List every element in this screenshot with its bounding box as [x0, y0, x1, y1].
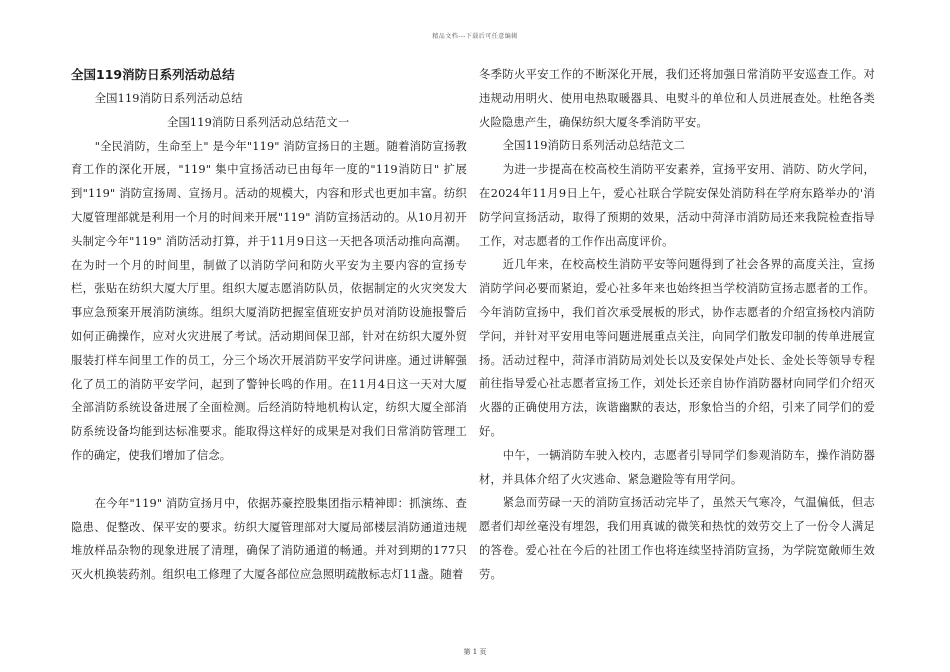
left-column	[71, 63, 467, 587]
page-number: 第 1 页	[463, 648, 487, 656]
section-title-1: 全国119消防日系列活动总结范文一	[167, 115, 350, 129]
paragraph: 中午，一辆消防车驶入校内，志愿者引导同学们参观消防车，操作消防器材，并具体介绍了火灾逃命、紧急避险等有用学问。	[479, 448, 875, 486]
paragraph: 近几年来，在校高校生消防平安等问题得到了社会各界的高度关注，宣扬消防学问必要而紧迫，爱心社多年来也始终担当学校消防宣扬志愿者的工作。今年消防宣扬中，我们首次承受展板的形式，协作志愿者的介绍宣扬校内消防学问，并针对平安用电等问题进展重点关注，向同学们散发印制的传单进展宣扬。活动过程中，菏泽市消防局刘处长以及安保处卢处长、金处长等领导专程前往指导爱心社志愿者宣扬工作，刘处长还亲自协作消防器材向同学们介绍灭火器的正确使用方法，诙谐幽默的表达，形象恰当的介绍，引来了同学们的爱好。	[479, 258, 875, 438]
section-title-2: 全国119消防日系列活动总结范文二	[502, 139, 685, 153]
paragraph: 为进一步提高在校高校生消防平安素养，宣扬平安用、消防、防火学问，在2024年11月9日上午，爱心社联合学院安保处消防科在学府东路举办的'消防学问宣扬活动，取得了预期的效果，活动中菏泽市消防局还来我院检查指导工作，对志愿者的工作作出高度评价。	[479, 163, 875, 248]
paragraph: 冬季防火平安工作的不断深化开展，我们还将加强日常消防平安巡查工作。对违规动用明火、使用电热取暖器具、电熨斗的单位和人员进展查处。杜绝各类火险隐患产生，确保纺织大厦冬季消防平安。	[479, 68, 875, 129]
right-column	[479, 63, 875, 587]
paragraph: 紧急而劳碌一天的消防宣扬活动完毕了，虽然天气寒冷，气温偏低，但志愿者们却丝毫没有埋怨，我们用真诚的微笑和热忱的效劳交上了一份令人满足的答卷。爱心社在今后的社团工作也将连续坚持消防宣扬，为学院宽敞师生效劳。	[479, 496, 875, 581]
paragraph: 在今年"119" 消防宣扬月中，依据苏豪控股集团指示精神即：抓演练、查隐患、促整改、保平安的要求。纺织大厦管理部对大厦局部楼层消防通道违规堆放样品杂物的现象进展了清理，确保了消防通道的畅通。并对到期的177只灭火机换装药剂。组织电工修理了大厦各部位应急照明疏散标志灯11盏。随着	[71, 496, 467, 582]
paragraph-gap	[71, 468, 467, 492]
document-subtitle: 全国119消防日系列活动总结	[94, 92, 243, 105]
header-note: 精品文档---下载后可任意编辑	[432, 33, 518, 40]
paragraph: "全民消防，生命至上" 是今年"119" 消防宣扬日的主题。随着消防宣扬教育工作的深化开展，"119" 集中宣扬活动已由每年一度的"119消防日" 扩展到"119" 消防宣扬周、宣扬月。活动的规模大，内容和形式也更加丰富。纺织大厦管理部就是利用一个月的时间来开展"119" 消防宣扬活动的。从10月初开头制定今年"119" 消防活动打算，并于11月9日这一天把各项活动推向高潮。在为时一个月的时间里，制做了以消防学问和防火平安为主要内容的宣扬专栏，张贴在纺织大厦大厅里。组织大厦志愿消防队员，依据制定的火灾突发大事应急预案开展消防演练。组织大厦消防把握室值班安护员对消防设施报警后如何正确操作，应对火灾进展了考试。活动期间保卫部，针对在纺织大厦外贸服装打样车间里工作的员工，分三个场次开展消防平安学问讲座。通过讲解强化了员工的消防平安学问，起到了警钟长鸣的作用。在11月4日这一天对大厦全部消防系统设备进展了全面检测。后经消防特地机构认定，纺织大厦全部消防系统设备均能到达标准要求。能取得这样好的成果是对我们日常消防管理工作的确定，使我们增加了信念。	[71, 139, 467, 462]
document-title: 全国119消防日系列活动总结	[71, 67, 235, 82]
